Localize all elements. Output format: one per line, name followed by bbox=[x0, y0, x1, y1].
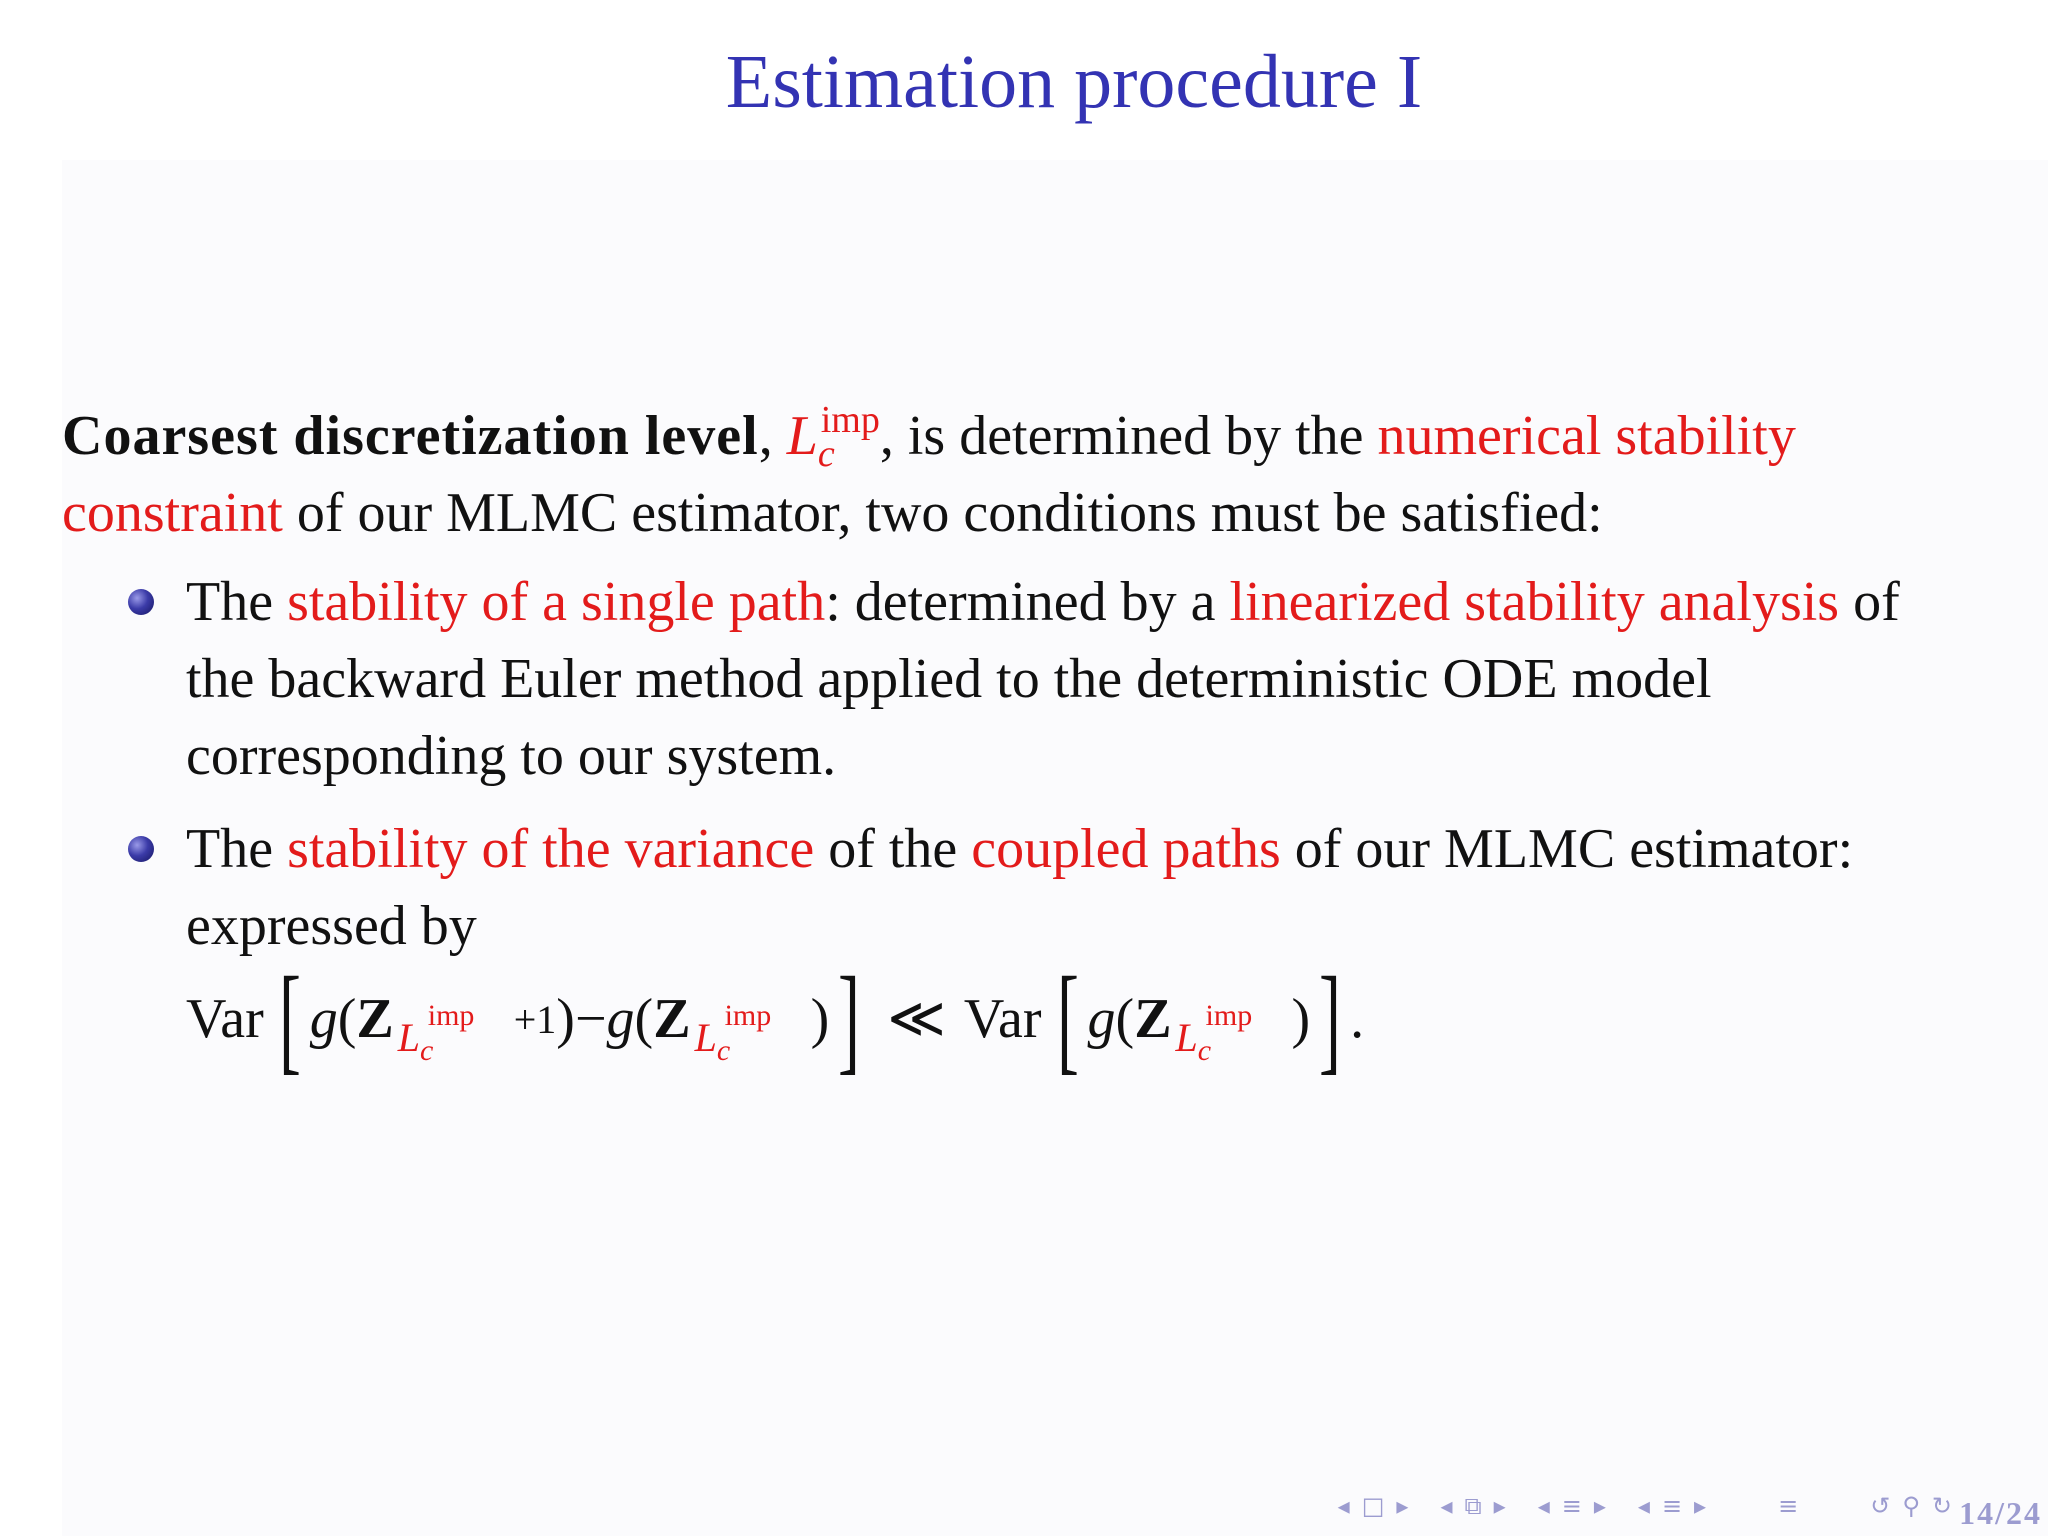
symbol-sub: c bbox=[817, 433, 835, 475]
bold-lead: Coarsest discretization level bbox=[62, 405, 759, 467]
intro-text-1: , is determined by the bbox=[879, 405, 1378, 467]
idx-c: c bbox=[716, 1034, 731, 1067]
nav-search-icon[interactable]: ⚲ bbox=[1902, 1492, 1920, 1520]
z-symbol: Z bbox=[653, 987, 691, 1050]
slide-content bbox=[62, 398, 1962, 1085]
comma: , bbox=[758, 405, 773, 467]
idx-l: L bbox=[397, 1015, 420, 1060]
period: . bbox=[1350, 987, 1365, 1050]
bullet-icon bbox=[128, 836, 154, 862]
nav-next-doc-icon[interactable]: ▸ bbox=[1694, 1492, 1707, 1520]
idx-c: c bbox=[1197, 1034, 1212, 1067]
intro-red-1: numerical stability constraint bbox=[62, 405, 1796, 544]
nav-doc-icon[interactable]: ≡ bbox=[1661, 1492, 1683, 1520]
idx-imp: imp bbox=[427, 999, 475, 1032]
g-function: g bbox=[309, 987, 338, 1050]
symbol-sup: imp bbox=[820, 399, 880, 441]
idx-imp: imp bbox=[724, 999, 772, 1032]
left-bracket: [ bbox=[1056, 952, 1079, 1085]
bullet-text: of the backward Euler method applied to the deterministic ODE model corresponding to our system. bbox=[186, 571, 1900, 787]
nav-prev-doc-icon[interactable]: ◂ bbox=[1637, 1492, 1650, 1520]
right-bracket: ] bbox=[838, 952, 861, 1085]
nav-prev-subsection-icon[interactable]: ◂ bbox=[1440, 1492, 1453, 1520]
beamer-navigation bbox=[1338, 1488, 1952, 1524]
bullet-red: linearized stability analysis bbox=[1229, 571, 1840, 633]
g-function: g bbox=[606, 987, 635, 1050]
idx-l: L bbox=[694, 1015, 717, 1060]
nav-next-subsection-icon[interactable]: ▸ bbox=[1493, 1492, 1506, 1520]
idx-c: c bbox=[419, 1034, 434, 1067]
slide-title: Estimation procedure I bbox=[725, 40, 1423, 124]
nav-next-frame-icon[interactable]: ▸ bbox=[1396, 1492, 1409, 1520]
var-label: Var bbox=[963, 987, 1042, 1050]
bullet-red: coupled paths bbox=[971, 818, 1281, 880]
idx-imp: imp bbox=[1205, 999, 1253, 1032]
nav-appendix-icon[interactable]: ≡ bbox=[1778, 1492, 1799, 1520]
page-number: 14/24 bbox=[1959, 1495, 2042, 1531]
bullet-text: The bbox=[186, 818, 288, 880]
bullet-text: The bbox=[186, 571, 288, 633]
index-lcimp bbox=[1172, 989, 1292, 1067]
bullet-text: of the bbox=[814, 818, 972, 880]
intro-text-2: of our MLMC estimator, two conditions must be satisfied: bbox=[282, 482, 1603, 544]
nav-next-section-icon[interactable]: ▸ bbox=[1593, 1492, 1606, 1520]
nav-subsection-icon[interactable]: ⧉ bbox=[1464, 1492, 1482, 1520]
bullet-list bbox=[62, 564, 1962, 1085]
right-bracket: ] bbox=[1319, 952, 1342, 1085]
nav-section-icon[interactable]: ≡ bbox=[1561, 1492, 1582, 1520]
bullet-item bbox=[62, 811, 1962, 1085]
nav-prev-section-icon[interactable]: ◂ bbox=[1537, 1492, 1550, 1520]
symbol-lcimp bbox=[786, 399, 880, 475]
nav-back-icon[interactable]: ↺ bbox=[1870, 1492, 1891, 1520]
bullet-red: stability of a single path bbox=[287, 571, 826, 633]
z-symbol: Z bbox=[356, 987, 394, 1050]
nav-forward-icon[interactable]: ↻ bbox=[1931, 1492, 1952, 1520]
bullet-red: stability of the variance bbox=[287, 818, 815, 880]
nav-frame-icon[interactable]: □ bbox=[1361, 1492, 1385, 1520]
var-label: Var bbox=[186, 987, 264, 1050]
left-bracket: [ bbox=[278, 952, 301, 1085]
bullet-item bbox=[62, 564, 1962, 795]
z-symbol: Z bbox=[1134, 987, 1172, 1050]
nav-prev-frame-icon[interactable]: ◂ bbox=[1337, 1492, 1350, 1520]
minus-sign: − bbox=[574, 987, 607, 1050]
g-function: g bbox=[1087, 987, 1116, 1050]
idx-l: L bbox=[1175, 1015, 1198, 1060]
index-lcimp bbox=[691, 989, 811, 1067]
index-lcimp bbox=[394, 989, 514, 1067]
variance-formula: Var [ g ( Z $L_c$ imp +1 ) − g ( Z $L_c$ imp ) ] ≪ Var [ g ( Z $L_c$ imp ) ] . bbox=[186, 952, 1365, 1085]
symbol-base: L bbox=[786, 405, 818, 467]
bullet-text: of our MLMC estimator: expressed by bbox=[186, 818, 1854, 957]
intro-paragraph bbox=[62, 398, 1962, 552]
much-less-than: ≪ bbox=[887, 987, 946, 1050]
plus-one: +1 bbox=[513, 996, 557, 1042]
bullet-icon bbox=[128, 589, 154, 615]
bullet-text: : determined by a bbox=[825, 571, 1230, 633]
